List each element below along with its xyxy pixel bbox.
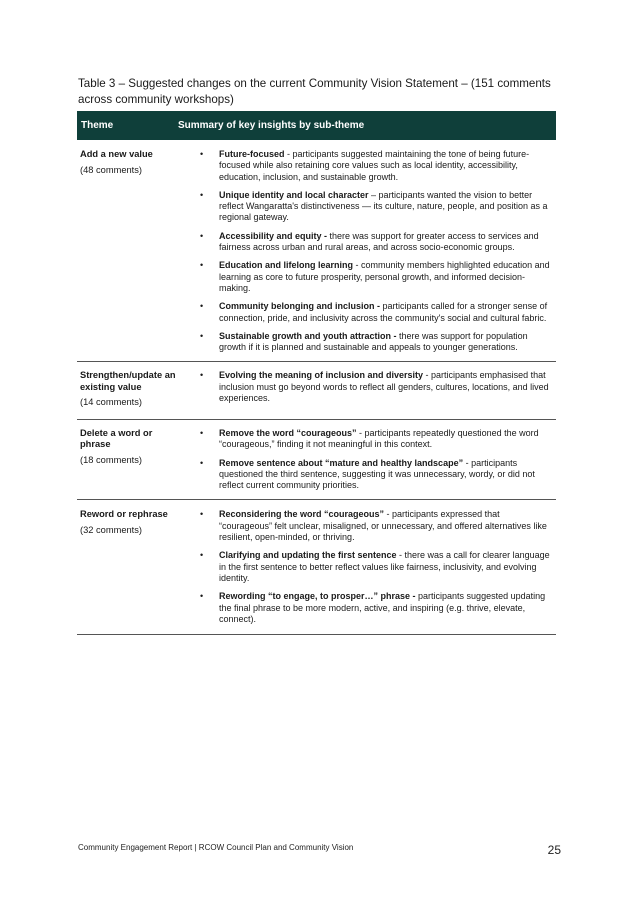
table-row [77,362,556,420]
insight-title: Remove the word “courageous” [219,427,357,438]
theme-cell [77,149,181,353]
insight-text: - community members highlighted education and learning as core to future prosperity, personal growth, and informed decision-making. [219,260,550,293]
header-theme: Theme [81,120,114,131]
insight-title: Future-focused [219,149,285,159]
insight-title: Evolving the meaning of inclusion and diversity [219,370,424,381]
insight-item [181,428,556,451]
insight-text: - participants repeatedly questioned the word “courageous,” finding it not meaningful in this context. [219,427,539,450]
theme-cell [77,370,181,409]
insight-item [181,331,556,354]
insight-text: - there was a call for clearer language in the first sentence to better reflect values like fairness, inclusivity, and evolving identity. [219,550,550,583]
table-header [77,111,556,140]
comment-count: (48 comments) [80,164,142,175]
table-row [77,140,556,362]
insight-title: Clarifying and updating the first sentence [219,550,397,561]
insights-cell [181,428,556,491]
theme-name: Delete a word or phrase [80,427,153,450]
theme-name: Reword or rephrase [80,509,168,520]
insight-text: there was support for greater access to services and fairness across urban and rural areas, and across socio-economic groups. [219,230,539,253]
insight-item [181,458,556,492]
bullet-icon: • [200,230,204,241]
bullet-icon: • [200,370,204,381]
insights-table [77,111,556,635]
insight-text: - participants expressed that “courageous” felt unclear, misaligned, or unnecessary, and offered alternatives like resilient, open-minded, or thriving. [219,509,547,543]
theme-cell [77,509,181,625]
insight-text: participants suggested updating the final phrase to be more modern, active, and inspiring (e.g. thrive, elevate, connect). [219,591,546,624]
insight-text: - participants emphasised that inclusion must go beyond words to reflect all genders, cultures, locations, and lived experiences. [219,370,549,404]
insight-title: Unique identity and local character [219,189,369,200]
table-caption: Table 3 – Suggested changes on the current Community Vision Statement – (151 comments across community workshops) [78,77,551,106]
insight-title: Sustainable growth and youth attraction - [219,330,397,341]
insight-title: Rewording “to engage, to prosper…” phrase - [219,591,416,602]
insight-item [181,370,556,404]
insights-cell [181,149,556,353]
theme-name: Strengthen/update an existing value [80,370,176,392]
insight-item [181,149,556,183]
bullet-icon: • [200,189,204,200]
bullet-icon: • [200,457,204,468]
header-summary: Summary of key insights by sub-theme [178,120,365,131]
insight-item [181,550,556,584]
insight-text: there was support for population growth if it is planned and sustainable and appeals to younger generations. [219,330,528,353]
insight-item [181,591,556,625]
bullet-icon: • [200,260,204,271]
insight-title: Education and lifelong learning [219,260,354,271]
table-row [77,420,556,500]
comment-count: (14 comments) [80,397,142,408]
insight-text: – participants wanted the vision to better reflect Wangaratta's distinctiveness — its culture, nature, people, and position as a regional gateway. [219,189,548,223]
bullet-icon: • [200,591,204,602]
bullet-icon: • [200,509,204,520]
insight-item [181,231,556,254]
comment-count: (18 comments) [80,454,142,465]
bullet-icon: • [200,550,204,561]
insight-title: Accessibility and equity - [219,230,328,241]
insight-title: Reconsidering the word “courageous” [219,509,385,520]
page-number: 25 [547,843,561,857]
table-row [77,500,556,635]
theme-cell [77,428,181,491]
insight-text: - participants questioned the third sentence, suggesting it was unnecessary, wordy, or did not reflect current community priorities. [219,457,535,491]
bullet-icon: • [200,427,204,438]
comment-count: (32 comments) [80,524,142,535]
insight-item [181,301,556,324]
insight-title: Community belonging and inclusion - [219,301,380,312]
theme-name: Add a new value [80,149,153,159]
insights-cell [181,509,556,625]
bullet-icon: • [200,301,204,312]
page-footer: Community Engagement Report | RCOW Council Plan and Community Vision [78,843,354,852]
insight-text: - participants suggested maintaining the tone of being future-focused while also retaining core values such as local identity, accessibility, education, inclusion, and sustainable growth. [219,149,530,182]
insight-title: Remove sentence about “mature and healthy landscape” [219,457,464,468]
bullet-icon: • [200,330,204,341]
insight-text: participants called for a stronger sense of connection, pride, and inclusivity across the community's social and cultural fabric. [219,301,548,323]
insight-item [181,509,556,543]
insight-item [181,260,556,294]
insight-item [181,190,556,224]
bullet-icon: • [200,149,204,159]
insights-cell [181,370,556,409]
